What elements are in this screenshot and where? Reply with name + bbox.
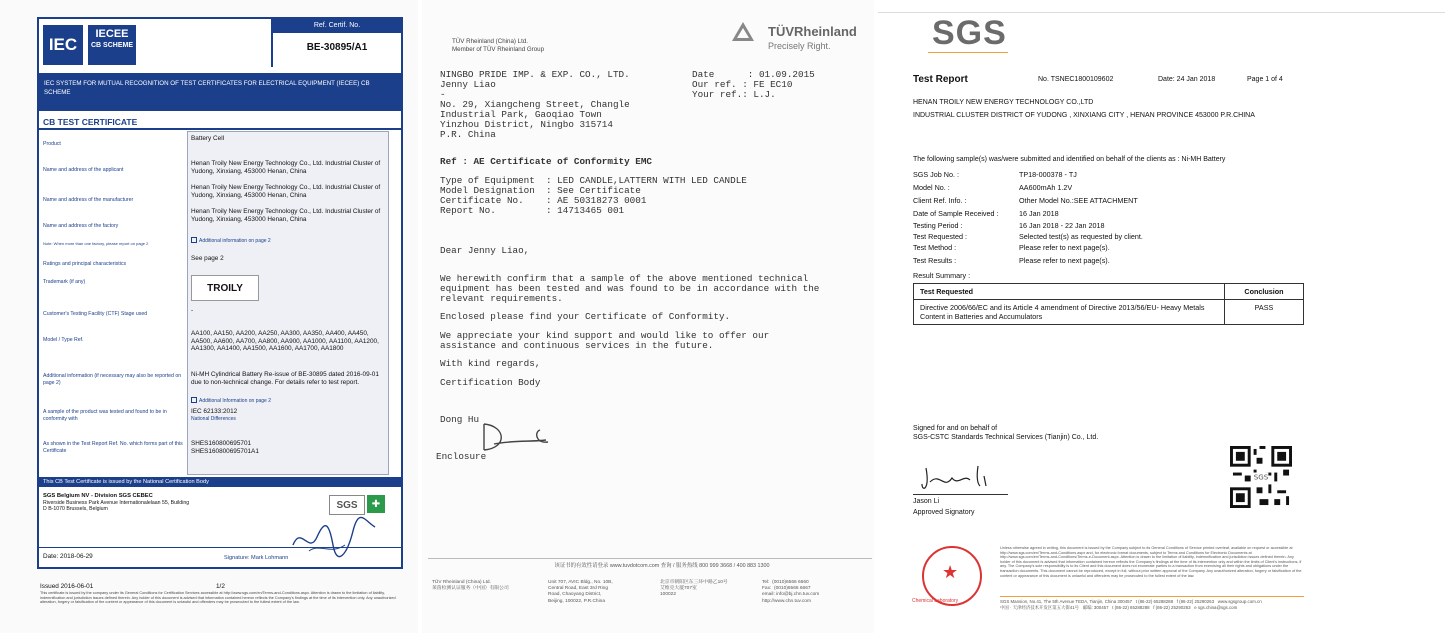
field-label-test-results: Test Results :	[913, 256, 957, 265]
recipient-line-7: P.R. China	[440, 129, 496, 140]
body-paragraph-3-line-2: assistance and continuous services in the future.	[440, 340, 714, 351]
iecee-system-banner: IEC SYSTEM FOR MUTUAL RECOGNITION OF TEST CERTIFICATES FOR ELECTRICAL EQUIPMENT (IECEE) CB SCHEME	[39, 73, 401, 111]
tuv-slogan: Precisely Right.	[768, 41, 831, 51]
label-factory-note: Note: When more than one factory, please report on page 2	[43, 241, 149, 246]
issued-by-banner: This CB Test Certificate is issued by the National Certification Body	[39, 477, 401, 487]
report-page: Page 1 of 4	[1247, 76, 1283, 83]
issuer-name: SGS Belgium NV - Division SGS CEBEC	[43, 493, 153, 499]
iec-logo: IEC	[43, 25, 83, 65]
field-value-test-requested: Selected test(s) as requested by client.	[1019, 232, 1143, 241]
letter-closing: With kind regards,	[440, 358, 541, 369]
ref-certificate-label: Ref. Certif. No.	[273, 19, 401, 33]
field-label-received: Date of Sample Received :	[913, 209, 999, 218]
value-additional: Ni-MH Cylindrical Battery Re-issue of BE-30895 dated 2016-09-01 due to non-technical change. For details refer to test report.	[191, 371, 379, 386]
iecee-logo-text: IECEE	[95, 28, 129, 40]
certificate-number: Certificate No. : AE 50318273 0001	[440, 195, 647, 206]
certificate-date: Date: 2018-06-29	[43, 553, 93, 560]
field-value-model: AA600mAh 1.2V	[1019, 183, 1073, 192]
recipient-line-5: Industrial Park, Gaoqiao Town	[440, 109, 602, 120]
certificate-fine-print: This certificate is issued by the company under its General Conditions for Certification Services accessible at http://www.sgs.com/en/Terms-and-Conditions.aspx. Attention is drawn to the limitation of liability, indemnification and jurisdiction issues defined therein. Any holder of this document is advised that information contained hereon reflects the Company's findings at the time of its intervention only. Any unauthorized alteration, forgery or falsification of the content or appearance of this document is unlawful and offenders may be prosecuted to the fullest extent of the law.	[40, 591, 396, 605]
report-number: No. TSNEC1800109602	[1038, 76, 1114, 83]
report-date: Date: 24 Jan 2018	[1158, 76, 1216, 83]
recipient-line-6: Yinzhou District, Ningbo 315714	[440, 119, 613, 130]
table-cell-test: Directive 2006/66/EC and its Article 4 amendment of Directive 2013/56/EU- Heavy Metals Content in Batteries and Accumulators	[914, 300, 1225, 325]
sgs-report-image	[878, 0, 1445, 633]
table-header-row	[914, 284, 1304, 300]
sgs-logo: SGS	[932, 14, 1007, 52]
verification-notice: 该证书的有效性请登录 www.tuvdotcom.com 查询 / 服务热线 800 999 3668 / 400 883 1300	[554, 563, 770, 569]
label-ctf: Customer's Testing Facility (CTF) Stage used	[43, 311, 148, 317]
body-paragraph-1-line-2: equipment has been tested and was found to be in accordance with the	[440, 283, 820, 294]
label-product: Product	[43, 141, 61, 147]
top-divider	[878, 12, 1445, 13]
equipment-type: Type of Equipment : LED CANDLE,LATTERN WITH LED CANDLE	[440, 175, 747, 186]
body-paragraph-3-line-1: We appreciate your kind support and would like to offer our	[440, 330, 770, 341]
sample-intro: The following sample(s) was/were submitted and identified on behalf of the clients as : Ni-MH Battery	[913, 156, 1226, 163]
tuv-company-name: TÜV Rheinland (China) Ltd.	[452, 38, 529, 45]
stamp-caption: Chemical Laboratory	[912, 598, 959, 604]
label-trademark: Trademark (if any)	[43, 279, 86, 285]
tuv-member-line: Member of TÜV Rheinland Group	[452, 46, 545, 53]
enclosure-line: Enclosure	[436, 451, 487, 462]
recipient-line-1: NINGBO PRIDE IMP. & EXP. CO., LTD.	[440, 69, 630, 80]
report-number: Report No. : 14713465 001	[440, 205, 625, 216]
tuv-brand-logo: TÜVRheinland	[768, 24, 857, 39]
label-manufacturer: Name and address of the manufacturer	[43, 197, 134, 203]
field-label-test-requested: Test Requested :	[913, 232, 967, 241]
our-reference: Our ref. : FE EC10	[692, 79, 793, 90]
sgs-mark: SGS	[329, 495, 365, 515]
field-label-model: Model No. :	[913, 183, 950, 192]
footer-contact: Tel: (0010)6566 6660 Fax: (0010)6566 6667 email: info@bj.chn.tuv.com http://www.chn.tuv.com	[762, 580, 820, 604]
signature-dong-hu	[454, 420, 564, 454]
footer-company: TÜV Rheinland (China) Ltd. 莱茵检测认证服务（中国）有限公司	[432, 580, 509, 592]
label-factory: Name and address of the factory	[43, 223, 119, 229]
date-signature-band	[39, 547, 401, 566]
value-factory: Henan Troily New Energy Technology Co., Ltd. Industrial Cluster of Yudong, Xinxiang, 453000 Henan, China	[191, 208, 381, 223]
value-ctf: -	[191, 307, 194, 314]
table-header-test: Test Requested	[914, 284, 1225, 300]
tuv-letter-image	[422, 0, 874, 633]
signature-line	[913, 494, 1008, 495]
report-title: Test Report	[913, 74, 968, 85]
value-standard-note: National Differences	[191, 416, 236, 422]
letter-date: Date : 01.09.2015	[692, 69, 815, 80]
cb-certificate-title: CB TEST CERTIFICATE	[43, 117, 138, 127]
field-label-test-method: Test Method :	[913, 243, 957, 252]
qr-code-icon	[1230, 446, 1292, 508]
footer-address-cn: 北京市朝阳区东三环中路乙10号 艾维克大厦707室 100022	[660, 580, 728, 598]
your-reference: Your ref.: L.J.	[692, 89, 776, 100]
cb-certificate-image	[0, 0, 418, 633]
ref-certificate-number: BE-30895/A1	[306, 42, 368, 53]
letter-subject: Ref : AE Certificate of Conformity EMC	[440, 156, 653, 167]
label-report: As shown in the Test Report Ref. No. which forms part of this Certificate	[43, 441, 183, 454]
value-factory-note: Additional information on page 2	[191, 237, 271, 244]
field-label-job-no: SGS Job No. :	[913, 170, 959, 179]
signed-on-behalf: Signed for and on behalf of	[913, 425, 998, 432]
body-paragraph-2: Enclosed please find your Certificate of Conformity.	[440, 311, 731, 322]
signed-company: SGS-CSTC Standards Technical Services (Tianjin) Co., Ltd.	[913, 434, 1099, 441]
value-additional-note: Additional Information on page 2	[191, 397, 271, 404]
field-value-test-method: Please refer to next page(s).	[1019, 243, 1110, 252]
cebec-logo-icon: ✚	[367, 495, 385, 513]
body-paragraph-1-line-3: relevant requirements.	[440, 293, 563, 304]
field-value-client-ref: Other Model No.:SEE ATTACHMENT	[1019, 196, 1138, 205]
signer-name: Jason Li	[913, 498, 940, 505]
label-model: Model / Type Ref.	[43, 337, 84, 343]
label-sample: A sample of the product was tested and found to be in conformity with	[43, 409, 167, 422]
troily-trademark-logo: TROILY	[191, 275, 259, 301]
label-applicant: Name and address of the applicant	[43, 167, 124, 173]
value-report-1: SHES160800695701	[191, 440, 252, 447]
field-value-test-results: Please refer to next page(s).	[1019, 256, 1110, 265]
iecee-logo	[88, 25, 136, 65]
field-label-client-ref: Client Ref. Info. :	[913, 196, 967, 205]
value-model: AA100, AA150, AA200, AA250, AA300, AA350, AA400, AA450, AA500, AA600, AA700, AA800, AA900, AA1000, AA1100, AA1200, AA1300, AA1400, AA1500, AA1600, AA1700, AA1800	[191, 330, 379, 353]
footer-divider	[428, 558, 872, 559]
title-divider	[39, 128, 401, 130]
tuv-company-header	[452, 38, 544, 54]
sgs-footer-address: SGS Mansion, No.41, The 5th Avenue TEDA, Tianjin, China 300457 t (86-22) 65288288 f (86-22) 25290263 www.sgsgroup.com.cn 中国 · 天津经济技术开发区第五大街41号 邮编: 300457 t (86-22) 65288288 f (86-22) 25290263 e sgs.china@sgs.com	[1000, 599, 1262, 611]
iecee-logo-sub: CB SCHEME	[90, 42, 133, 49]
recipient-line-4: No. 29, Xiangcheng Street, Changle	[440, 99, 630, 110]
label-ratings: Ratings and principal characteristics	[43, 261, 127, 267]
signer-name: Dong Hu	[440, 414, 480, 425]
table-row	[914, 300, 1304, 325]
letter-signoff: Certification Body	[440, 377, 541, 388]
value-report-2: SHES160800695701A1	[191, 448, 259, 455]
ref-certificate-box	[271, 19, 401, 67]
field-label-testing-period: Testing Period :	[913, 221, 963, 230]
official-stamp-icon	[922, 546, 982, 606]
field-value-received: 16 Jan 2018	[1019, 209, 1059, 218]
value-standard: IEC 62133:2012	[191, 408, 238, 415]
value-ratings: See page 2	[191, 255, 224, 262]
table-header-conclusion: Conclusion	[1225, 284, 1304, 300]
recipient-line-2: Jenny Liao	[440, 79, 496, 90]
client-address: INDUSTRIAL CLUSTER DISTRICT OF YUDONG , XINXIANG CITY , HENAN PROVINCE 453000 P.R.CHINA	[913, 112, 1255, 119]
issuer-block	[43, 493, 193, 513]
footer-address: Unit 707, AVIC Bldg., No. 10B, Central Road, East 3rd Ring Road, Chaoyang District, Beijing, 100022, P.R.China	[548, 580, 613, 604]
value-product: Battery Cell	[191, 135, 225, 142]
signature-jason-li	[920, 460, 1000, 494]
recipient-line-3: -	[440, 89, 446, 100]
issued-date: Issued 2016-06-01	[40, 583, 94, 590]
client-name: HENAN TROILY NEW ENERGY TECHNOLOGY CO.,LTD	[913, 99, 1094, 106]
field-value-testing-period: 16 Jan 2018 - 22 Jan 2018	[1019, 221, 1105, 230]
general-conditions-fine-print: Unless otherwise agreed in writing, this document is issued by the Company subject to its General Conditions of Service printed overleaf, available on request or accessible at http://www.sgs.com/en/Terms-and-Conditions.aspx and, for electronic format documents, subject to Terms and Conditions for Electronic Documents at http://www.sgs.com/en/Terms-and-Conditions/Terms-e-Document.aspx. Attention is drawn to the limitation of liability, indemnification and jurisdiction issues defined therein. Any holder of this document is advised that information contained hereon reflects the Company's findings at the time of its intervention only and within the limits of Client's instructions, if any. The Company's sole responsibility is to its Client and this document does not exonerate parties to a transaction from exercising all their rights and obligations under the transaction documents. This document cannot be reproduced, except in full, without prior written approval of the Company. Any unauthorized alteration, forgery or falsification of the content or appearance of this document is unlawful and offenders may be prosecuted to the fullest extent of the law.	[1000, 546, 1302, 578]
signer-role: Approved Signatory	[913, 509, 975, 516]
result-summary-label: Result Summary :	[913, 271, 971, 280]
table-cell-conclusion: PASS	[1225, 300, 1304, 325]
signature-label: Signature: Mark Lohmann	[224, 555, 289, 561]
qr-center-label: SGS	[1253, 472, 1269, 482]
issuer-address: Riverside Business Park Avenue Internationalelaan 55, Building D B-1070 Brussels, Belgium	[43, 499, 190, 513]
result-summary-table	[913, 283, 1304, 325]
body-paragraph-1-line-1: We herewith confirm that a sample of the above mentioned technical	[440, 273, 809, 284]
tuv-triangle-icon	[732, 22, 754, 41]
label-additional: Additional information (if necessary may also be reported on page 2)	[43, 373, 182, 386]
cb-certificate-frame	[37, 17, 403, 569]
value-manufacturer: Henan Troily New Energy Technology Co., Ltd. Industrial Cluster of Yudong, Xinxiang, 453000 Henan, China	[191, 184, 381, 199]
footer-divider	[1000, 596, 1304, 597]
certificate-logos	[43, 23, 269, 69]
field-value-job-no: TP18-000378 - TJ	[1019, 170, 1077, 179]
page-number: 1/2	[216, 583, 225, 590]
sgs-logo-underline	[928, 52, 1008, 53]
letter-greeting: Dear Jenny Liao,	[440, 245, 530, 256]
value-applicant: Henan Troily New Energy Technology Co., Ltd. Industrial Cluster of Yudong, Xinxiang, 453000 Henan, China	[191, 160, 381, 175]
model-designation: Model Designation : See Certificate	[440, 185, 641, 196]
